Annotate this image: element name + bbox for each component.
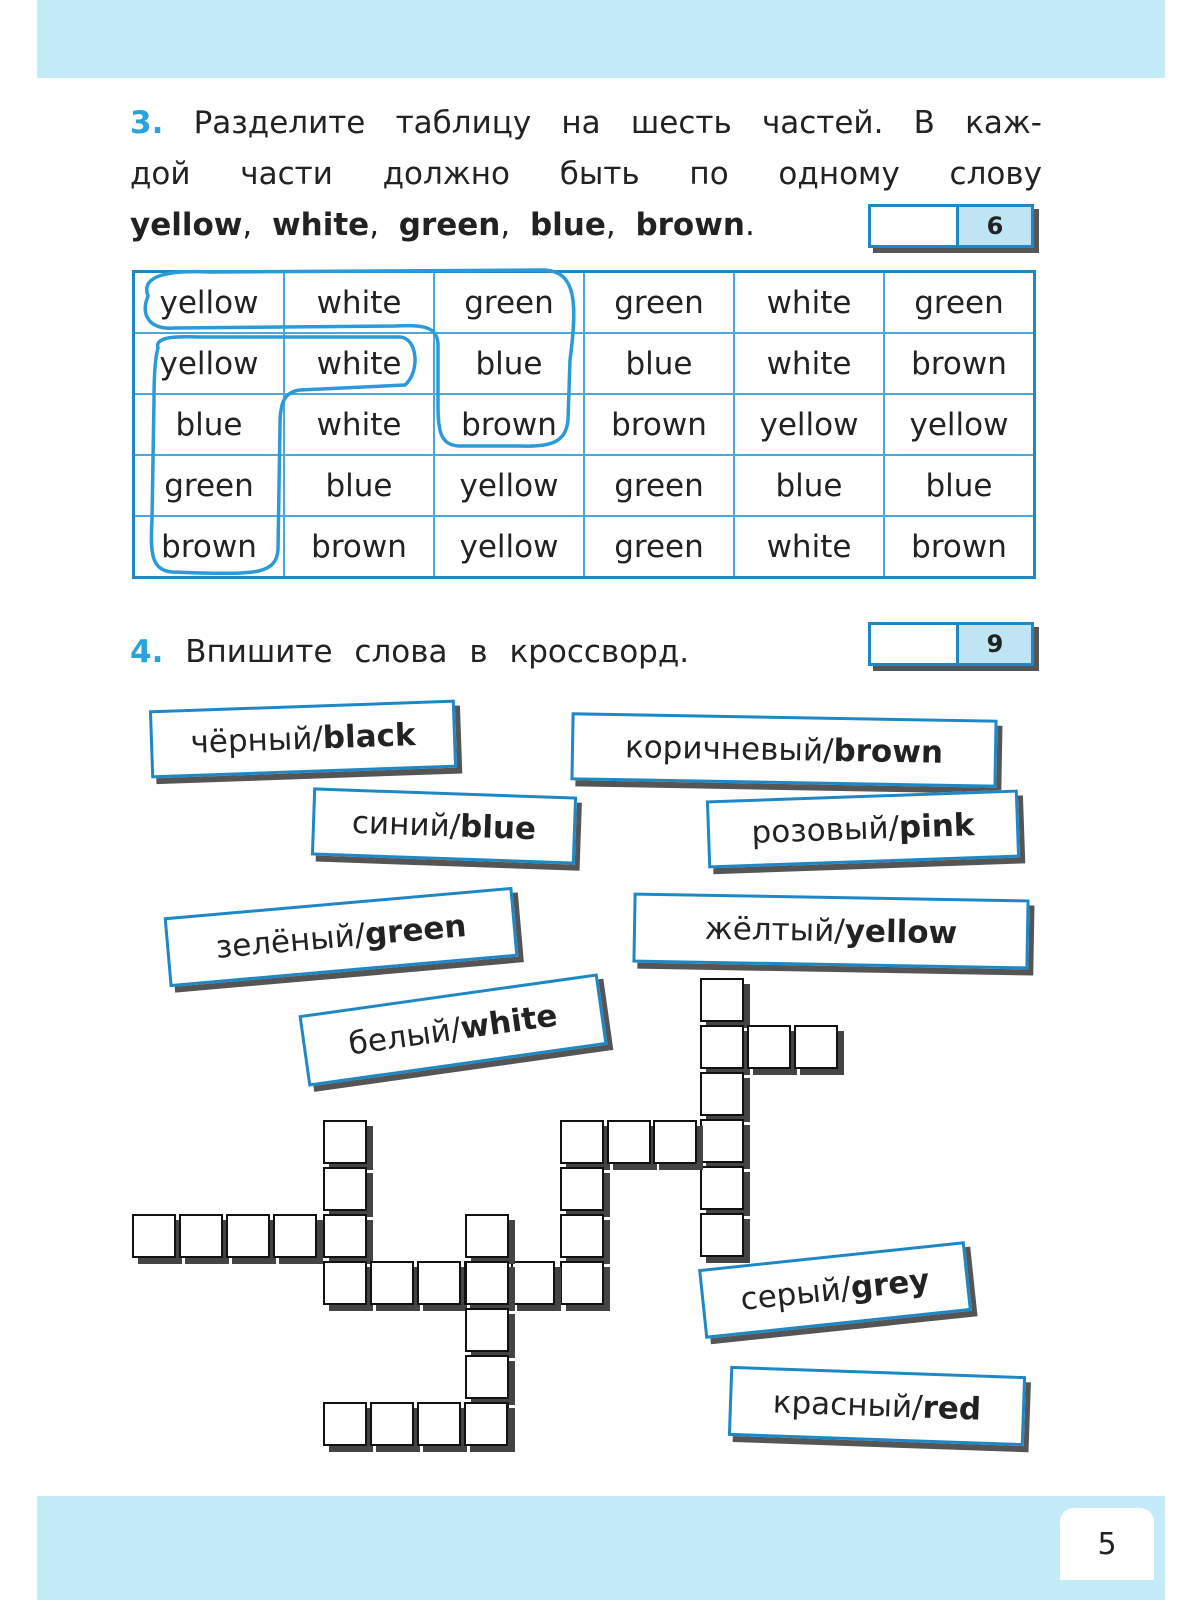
crossword-cell[interactable] — [370, 1261, 414, 1305]
crossword-cell[interactable] — [323, 1402, 367, 1446]
crossword-cell[interactable] — [700, 1213, 744, 1257]
word-card-white: белый/ white — [298, 973, 607, 1086]
crossword-cell[interactable] — [465, 1308, 509, 1352]
grid-cell[interactable]: green — [884, 272, 1035, 334]
crossword-cell[interactable] — [417, 1402, 461, 1446]
grid-cell[interactable]: white — [734, 333, 884, 394]
crossword-cell[interactable] — [465, 1214, 509, 1258]
word-yellow: yellow — [130, 207, 243, 243]
crossword-cell[interactable] — [323, 1120, 367, 1164]
crossword-cell[interactable] — [700, 1072, 744, 1116]
task-3-line-1: 3. Разделите таблицу на шесть частей. В каж- — [130, 105, 1042, 141]
grid-cell[interactable]: brown — [134, 516, 285, 578]
task-4-score: 9 — [956, 625, 1031, 663]
grid-cell[interactable]: yellow — [134, 333, 285, 394]
grid-cell[interactable]: white — [284, 272, 434, 334]
word-blue: blue — [529, 207, 606, 243]
grid-cell[interactable]: brown — [884, 333, 1035, 394]
crossword-cell[interactable] — [653, 1120, 697, 1164]
crossword-cell[interactable] — [560, 1167, 604, 1211]
word-card-grey: серый/ grey — [698, 1241, 972, 1339]
page-number: 5 — [1060, 1508, 1154, 1580]
grid-cell[interactable]: yellow — [434, 455, 584, 516]
crossword-cell[interactable] — [511, 1261, 555, 1305]
crossword-cell[interactable] — [560, 1261, 604, 1305]
word-card-brown: коричневый/ brown — [570, 712, 997, 787]
grid-cell[interactable]: white — [734, 272, 884, 334]
crossword-cell[interactable] — [132, 1214, 176, 1258]
task-3-line-2: дой части должно быть по одному слову — [130, 156, 1042, 192]
footer-band — [37, 1496, 1165, 1600]
word-brown: brown — [635, 207, 745, 243]
grid-cell[interactable]: blue — [284, 455, 434, 516]
crossword-cell[interactable] — [226, 1214, 270, 1258]
grid-cell[interactable]: green — [584, 455, 734, 516]
word-card-pink: розовый/ pink — [706, 790, 1020, 869]
grid-cell[interactable]: yellow — [884, 394, 1035, 455]
crossword-cell[interactable] — [607, 1120, 651, 1164]
grid-cell[interactable]: white — [734, 516, 884, 578]
grid-cell[interactable]: green — [584, 516, 734, 578]
crossword-cell[interactable] — [464, 1402, 508, 1446]
word-card-black: чёрный/ black — [149, 700, 457, 779]
crossword-cell[interactable] — [700, 1166, 744, 1210]
grid-cell[interactable]: blue — [434, 333, 584, 394]
word-card-yellow: жёлтый/ yellow — [632, 893, 1029, 970]
task-4-number: 4. — [130, 634, 164, 670]
word-green: green — [398, 207, 501, 243]
grid-cell[interactable]: brown — [434, 394, 584, 455]
partition-loop-1 — [145, 270, 573, 446]
crossword-cell[interactable] — [747, 1025, 791, 1069]
grid-cell[interactable]: yellow — [134, 272, 285, 334]
task-4-score-box — [868, 622, 1034, 666]
word-card-blue: синий/ blue — [311, 787, 577, 864]
crossword-cell[interactable] — [465, 1355, 509, 1399]
crossword-cell[interactable] — [560, 1214, 604, 1258]
grid-cell[interactable]: brown — [584, 394, 734, 455]
word-card-red: красный/ red — [728, 1366, 1026, 1446]
grid-cell[interactable]: green — [134, 455, 285, 516]
grid-cell[interactable]: blue — [134, 394, 285, 455]
grid-cell[interactable]: blue — [584, 333, 734, 394]
task-3-line-3: yellow, white, green, blue, brown. — [130, 207, 755, 243]
task-4-text — [130, 627, 689, 678]
partition-loop-2 — [151, 337, 415, 574]
grid-cell[interactable]: white — [284, 333, 434, 394]
crossword-cell[interactable] — [417, 1261, 461, 1305]
crossword-cell[interactable] — [465, 1261, 509, 1305]
crossword-cell[interactable] — [700, 978, 744, 1022]
grid-cell[interactable]: blue — [734, 455, 884, 516]
task-3-score: 6 — [956, 207, 1031, 245]
grid-cell[interactable]: green — [434, 272, 584, 334]
word-white: white — [272, 207, 370, 243]
crossword-cell[interactable] — [700, 1119, 744, 1163]
crossword-cell[interactable] — [370, 1402, 414, 1446]
crossword-cell[interactable] — [323, 1167, 367, 1211]
crossword-cell[interactable] — [700, 1025, 744, 1069]
crossword-cell[interactable] — [794, 1025, 838, 1069]
crossword-cell[interactable] — [273, 1214, 317, 1258]
grid-cell[interactable]: green — [584, 272, 734, 334]
task-4-instruction: Впишите слова в кроссворд. — [185, 634, 690, 670]
grid-cell[interactable]: brown — [284, 516, 434, 578]
grid-cell[interactable]: yellow — [434, 516, 584, 578]
crossword-cell[interactable] — [323, 1261, 367, 1305]
grid-cell[interactable]: white — [284, 394, 434, 455]
word-card-green: зелёный/ green — [164, 887, 519, 987]
task-3-number: 3. — [130, 105, 164, 141]
grid-cell[interactable]: blue — [884, 455, 1035, 516]
grid-cell[interactable]: yellow — [734, 394, 884, 455]
crossword-cell[interactable] — [560, 1120, 604, 1164]
crossword-cell[interactable] — [179, 1214, 223, 1258]
crossword-cell[interactable] — [323, 1214, 367, 1258]
grid-cell[interactable]: brown — [884, 516, 1035, 578]
